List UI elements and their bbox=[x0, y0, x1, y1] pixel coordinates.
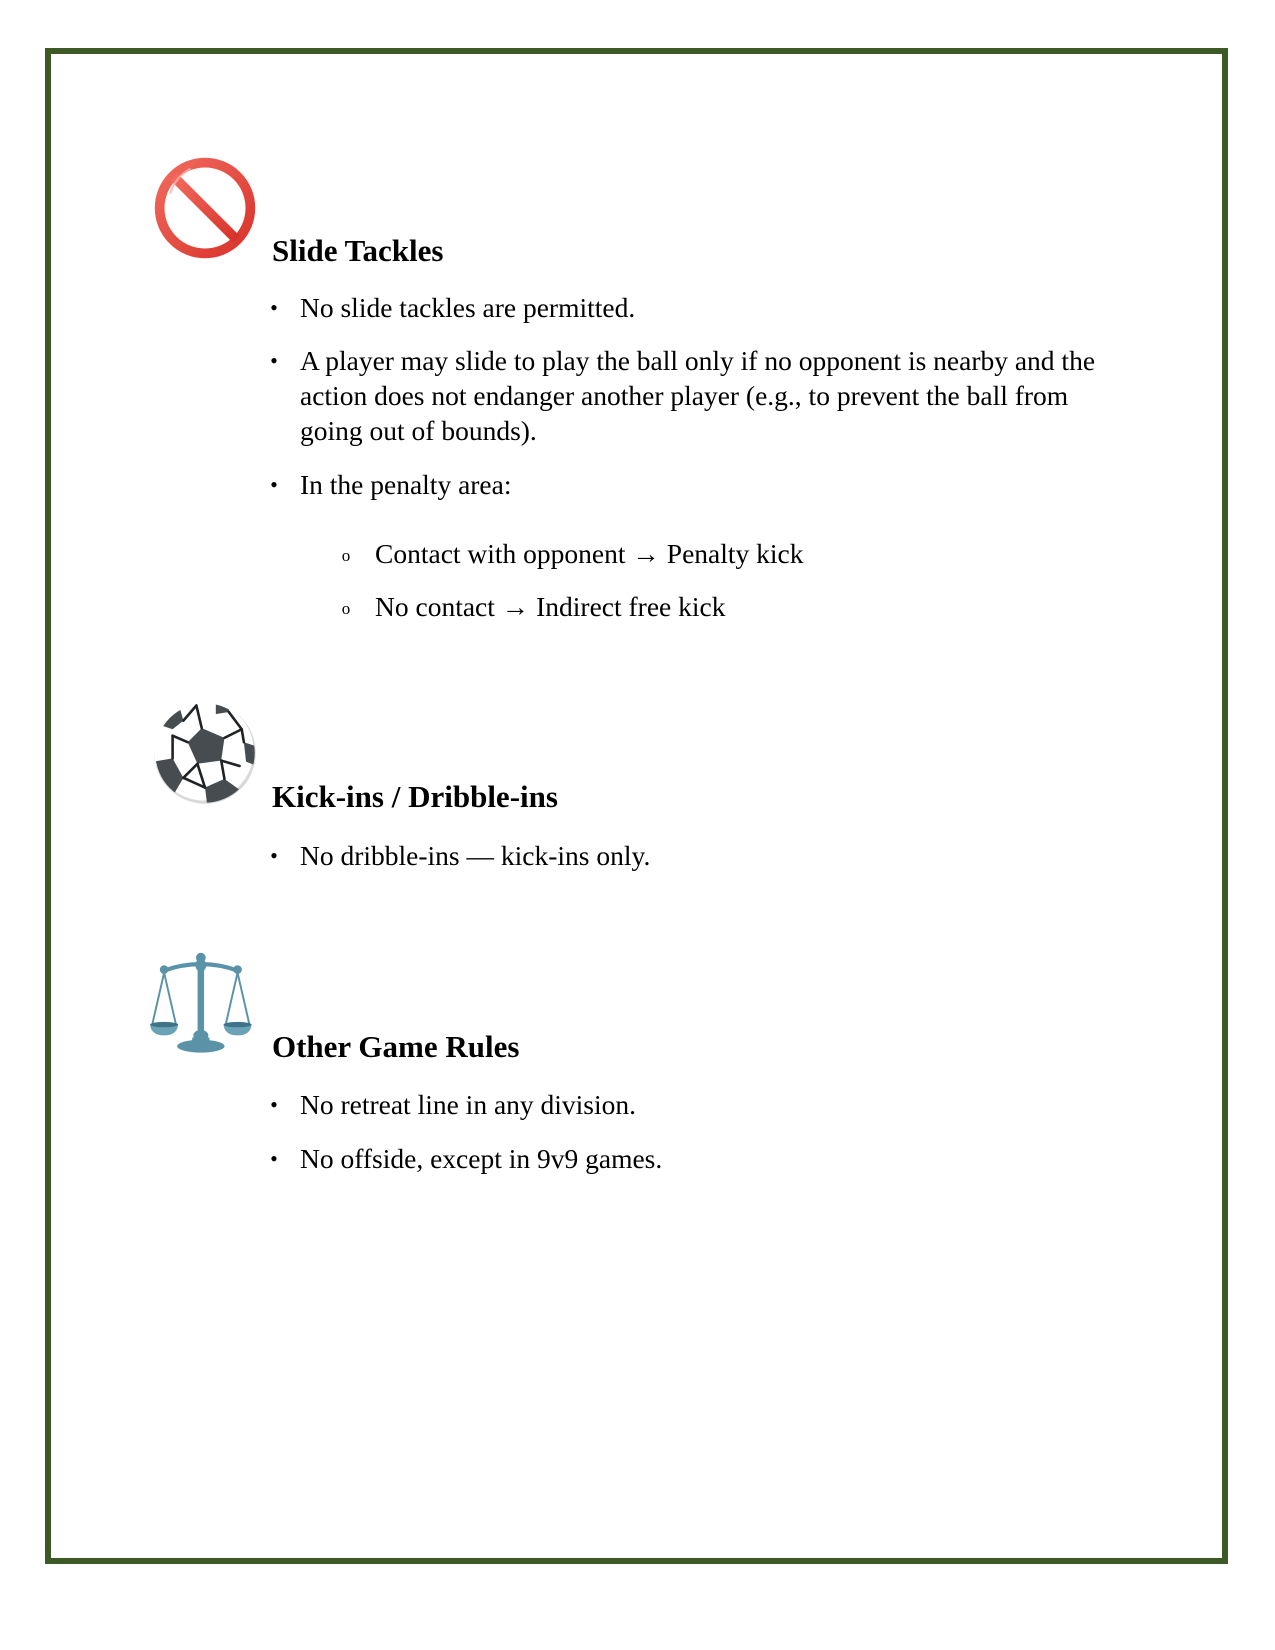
list-item-text: A player may slide to play the ball only if no opponent is nearby and the action does not endanger another player (e.g., to prevent the ball from going out of bounds). bbox=[300, 345, 1096, 446]
sub-bullet-glyph: o bbox=[341, 599, 351, 618]
list-item-text: No dribble-ins — kick-ins only. bbox=[300, 840, 651, 871]
balance-scale-icon bbox=[149, 949, 257, 1057]
prohibited-icon bbox=[151, 154, 259, 262]
bullet-glyph: • bbox=[270, 1092, 278, 1117]
section-heading: Other Game Rules bbox=[272, 1029, 520, 1064]
bullet-glyph: • bbox=[270, 348, 278, 373]
bullet-glyph: • bbox=[270, 843, 278, 868]
bullet-glyph: • bbox=[270, 295, 278, 320]
sub-list-item-text: Contact with opponent → Penalty kick bbox=[375, 538, 804, 569]
list-item-text: No offside, except in 9v9 games. bbox=[300, 1143, 663, 1174]
list-item-text: In the penalty area: bbox=[300, 469, 512, 500]
bullet-glyph: • bbox=[270, 1146, 278, 1171]
sub-list-item-text: No contact → Indirect free kick bbox=[375, 591, 726, 622]
section-heading: Kick-ins / Dribble-ins bbox=[272, 779, 558, 814]
bullet-glyph: • bbox=[270, 472, 278, 497]
list-item-text: No retreat line in any division. bbox=[300, 1089, 637, 1120]
sub-bullet-glyph: o bbox=[341, 546, 351, 565]
section-heading: Slide Tackles bbox=[272, 233, 444, 268]
list-item-text: No slide tackles are permitted. bbox=[300, 292, 636, 323]
soccer-ball-icon bbox=[151, 699, 259, 807]
